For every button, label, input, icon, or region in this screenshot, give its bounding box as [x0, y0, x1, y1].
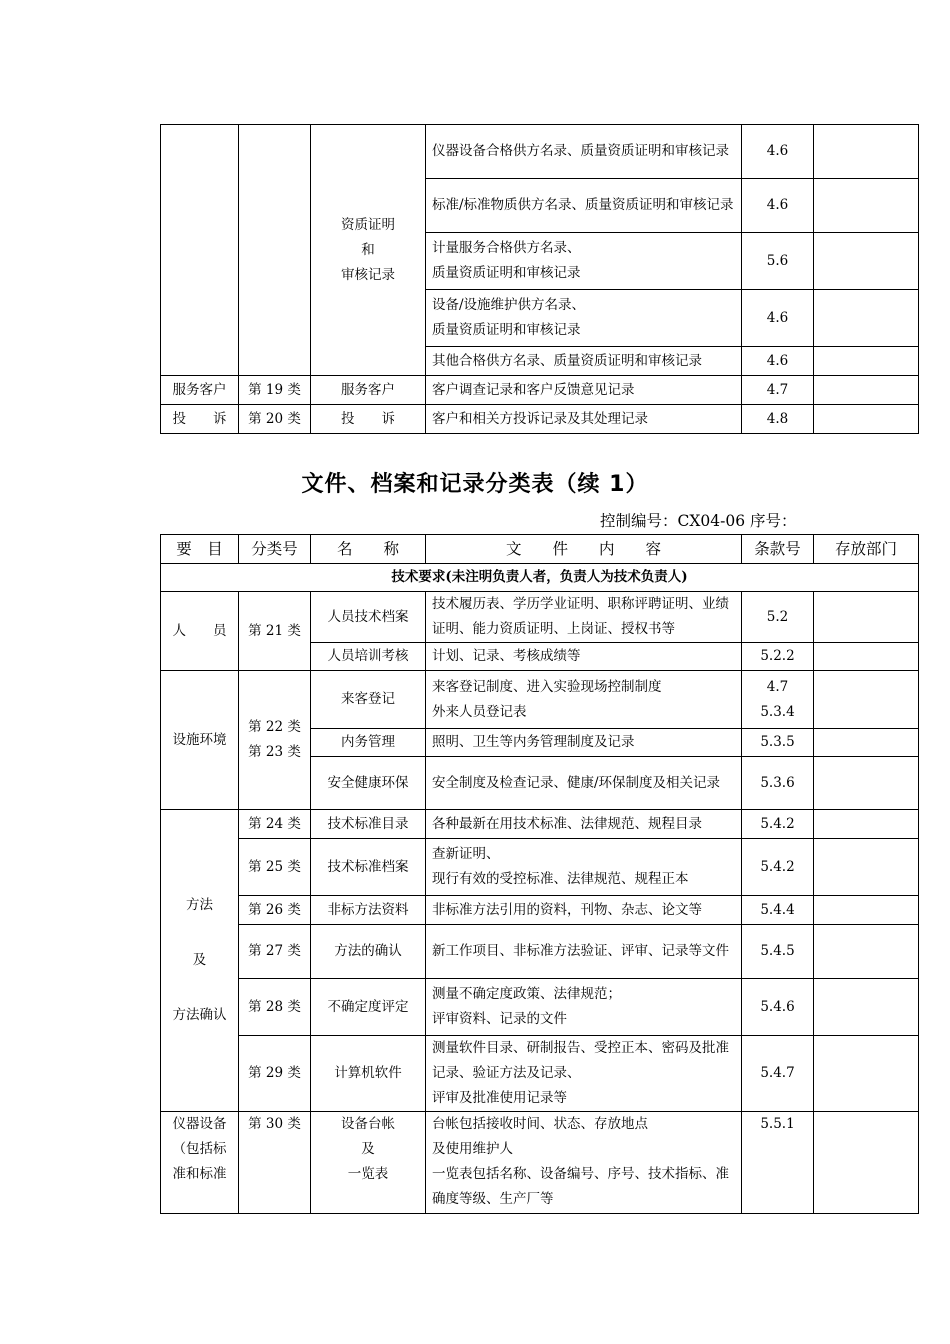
qualification-line: 和: [361, 241, 375, 258]
header-row: [161, 535, 919, 564]
header-item: 要 目: [161, 535, 239, 564]
dept-cell: [814, 405, 919, 434]
clause-cell: 4.6: [742, 179, 814, 233]
clause-cell: 4.6: [742, 347, 814, 376]
header-dept: 存放部门: [814, 535, 919, 564]
dept-cell: [814, 1036, 919, 1112]
header-name: 名 称: [311, 535, 426, 564]
name-cell: 内务管理: [311, 729, 426, 757]
content-line: 测量软件目录、研制报告、受控正本、密码及批准记录、验证方法及记录、: [432, 1040, 729, 1081]
dept-cell: [814, 925, 919, 979]
classification-table: [160, 534, 919, 1214]
qualification-line: 审核记录: [341, 266, 395, 283]
table-row: [161, 925, 919, 979]
name-cell: 技术标准档案: [311, 839, 426, 896]
clause-cell: 4.6: [742, 125, 814, 179]
dept-cell: [814, 810, 919, 839]
table-row: [161, 810, 919, 839]
clause-line: 4.7: [766, 678, 789, 695]
clause-cell: 5.3.5: [742, 729, 814, 757]
name-cell: [311, 1112, 426, 1214]
name-cell: 计算机软件: [311, 1036, 426, 1112]
item-line: 准和标准: [172, 1166, 227, 1182]
item-cell: 人 员: [161, 592, 239, 671]
content-line: 一览表包括名称、设备编号、序号、技术指标、准确度等级、生产厂等: [432, 1166, 729, 1207]
item-cell: [161, 1112, 239, 1214]
item-line: 方法: [186, 897, 213, 913]
table-row: [161, 671, 919, 729]
content-cell: 新工作项目、非标准方法验证、评审、记录等文件: [426, 925, 742, 979]
name-cell: 人员技术档案: [311, 592, 426, 643]
dept-cell: [814, 1112, 919, 1214]
content-line: 质量资质证明和审核记录: [432, 265, 581, 281]
content-cell: [426, 839, 742, 896]
header-clause: 条款号: [742, 535, 814, 564]
content-cell: 标准/标准物质供方名录、质量资质证明和审核记录: [426, 179, 742, 233]
content-line: 现行有效的受控标准、法律规范、规程正本: [432, 871, 689, 887]
name-cell: 不确定度评定: [311, 979, 426, 1036]
item-line: 仪器设备: [172, 1116, 227, 1132]
clause-cell: [742, 671, 814, 729]
class-line: 第 23 类: [248, 744, 301, 760]
content-line: 评审及批准使用记录等: [432, 1090, 567, 1106]
dept-cell: [814, 179, 919, 233]
class-cell: 第 28 类: [239, 979, 311, 1036]
item-line: （包括标: [172, 1141, 227, 1157]
dept-cell: [814, 233, 919, 290]
content-cell: [426, 233, 742, 290]
item-cell: 投 诉: [161, 405, 239, 434]
class-cell: 第 19 类: [239, 376, 311, 405]
name-line: 设备台帐: [341, 1116, 395, 1132]
class-cell: 第 24 类: [239, 810, 311, 839]
class-cell: 第 27 类: [239, 925, 311, 979]
name-cell: 安全健康环保: [311, 757, 426, 810]
dept-cell: [814, 757, 919, 810]
table-row: [161, 376, 919, 405]
content-cell: 客户调查记录和客户反馈意见记录: [426, 376, 742, 405]
content-cell: 技术履历表、学历学业证明、职称评聘证明、业绩证明、能力资质证明、上岗证、授权书等: [426, 592, 742, 643]
dept-cell: [814, 896, 919, 925]
content-cell: [426, 1112, 742, 1214]
qualification-name-cell: [311, 125, 426, 376]
dept-cell: [814, 376, 919, 405]
clause-cell: 4.8: [742, 405, 814, 434]
class-cell: 第 21 类: [239, 592, 311, 671]
clause-cell: 5.4.5: [742, 925, 814, 979]
clause-cell: 5.2.2: [742, 643, 814, 671]
content-cell: 各种最新在用技术标准、法律规范、规程目录: [426, 810, 742, 839]
section-heading: 技术要求(未注明负责人者，负责人为技术负责人): [161, 564, 919, 592]
content-cell: 非标准方法引用的资料，刊物、杂志、论文等: [426, 896, 742, 925]
item-cell: [161, 810, 239, 1112]
content-line: 测量不确定度政策、法律规范；: [432, 986, 621, 1002]
class-cell: 第 20 类: [239, 405, 311, 434]
class-cell: 第 25 类: [239, 839, 311, 896]
content-cell: [426, 979, 742, 1036]
content-line: 查新证明、: [432, 846, 500, 862]
clause-cell: 5.4.7: [742, 1036, 814, 1112]
content-line: 及使用维护人: [432, 1141, 513, 1157]
dept-cell: [814, 643, 919, 671]
content-line: 评审资料、记录的文件: [432, 1011, 567, 1027]
table-row: [161, 125, 919, 179]
content-line: 质量资质证明和审核记录: [432, 322, 581, 338]
table-row: [161, 1112, 919, 1214]
dept-cell: [814, 979, 919, 1036]
dept-cell: [814, 839, 919, 896]
table-row: [161, 405, 919, 434]
clause-line: 5.3.4: [760, 703, 795, 720]
item-cell: [161, 125, 239, 376]
name-cell: 投 诉: [311, 405, 426, 434]
clause-cell: 5.4.4: [742, 896, 814, 925]
name-cell: 技术标准目录: [311, 810, 426, 839]
class-line: 第 22 类: [248, 719, 301, 735]
name-cell: 服务客户: [311, 376, 426, 405]
content-line: 外来人员登记表: [432, 703, 527, 720]
table-row: [161, 839, 919, 896]
content-cell: 安全制度及检查记录、健康/环保制度及相关记录: [426, 757, 742, 810]
content-cell: 照明、卫生等内务管理制度及记录: [426, 729, 742, 757]
content-line: 来客登记制度、进入实验现场控制制度: [432, 678, 662, 695]
name-line: 及: [361, 1141, 375, 1157]
class-cell: 第 29 类: [239, 1036, 311, 1112]
content-cell: 仪器设备合格供方名录、质量资质证明和审核记录: [426, 125, 742, 179]
qualification-line: 资质证明: [341, 216, 395, 233]
clause-cell: 5.6: [742, 233, 814, 290]
content-cell: [426, 290, 742, 347]
section-row: [161, 564, 919, 592]
class-cell: 第 30 类: [239, 1112, 311, 1214]
dept-cell: [814, 592, 919, 643]
control-number: 控制编号：CX04-06 序号：: [600, 512, 797, 530]
item-line: 及: [192, 952, 207, 968]
page-title: 文件、档案和记录分类表（续 1）: [301, 472, 649, 497]
clause-cell: 5.2: [742, 592, 814, 643]
continued-records-table: [160, 124, 919, 434]
dept-cell: [814, 347, 919, 376]
table-row: [161, 979, 919, 1036]
dept-cell: [814, 729, 919, 757]
class-cell: [239, 671, 311, 810]
content-cell: [426, 671, 742, 729]
table-row: [161, 1036, 919, 1112]
content-line: 台帐包括接收时间、状态、存放地点: [432, 1116, 648, 1132]
table-row: [161, 896, 919, 925]
name-cell: 人员培训考核: [311, 643, 426, 671]
clause-cell: 4.7: [742, 376, 814, 405]
clause-cell: 5.4.2: [742, 810, 814, 839]
content-line: 计量服务合格供方名录、: [432, 240, 581, 256]
item-line: 方法确认: [172, 1007, 227, 1023]
dept-cell: [814, 125, 919, 179]
name-cell: 非标方法资料: [311, 896, 426, 925]
clause-cell: 5.4.2: [742, 839, 814, 896]
clause-cell: 4.6: [742, 290, 814, 347]
dept-cell: [814, 671, 919, 729]
name-cell: 方法的确认: [311, 925, 426, 979]
class-cell: 第 26 类: [239, 896, 311, 925]
clause-cell: 5.3.6: [742, 757, 814, 810]
content-cell: 计划、记录、考核成绩等: [426, 643, 742, 671]
content-cell: 其他合格供方名录、质量资质证明和审核记录: [426, 347, 742, 376]
item-cell: 设施环境: [161, 671, 239, 810]
clause-cell: 5.4.6: [742, 979, 814, 1036]
content-cell: [426, 1036, 742, 1112]
class-cell: [239, 125, 311, 376]
table-row: [161, 592, 919, 643]
item-cell: 服务客户: [161, 376, 239, 405]
content-cell: 客户和相关方投诉记录及其处理记录: [426, 405, 742, 434]
name-line: 一览表: [347, 1166, 389, 1182]
clause-cell: 5.5.1: [742, 1112, 814, 1214]
header-class-no: 分类号: [239, 535, 311, 564]
header-content: 文 件 内 容: [426, 535, 742, 564]
content-line: 设备/设施维护供方名录、: [432, 297, 586, 313]
dept-cell: [814, 290, 919, 347]
name-cell: 来客登记: [311, 671, 426, 729]
